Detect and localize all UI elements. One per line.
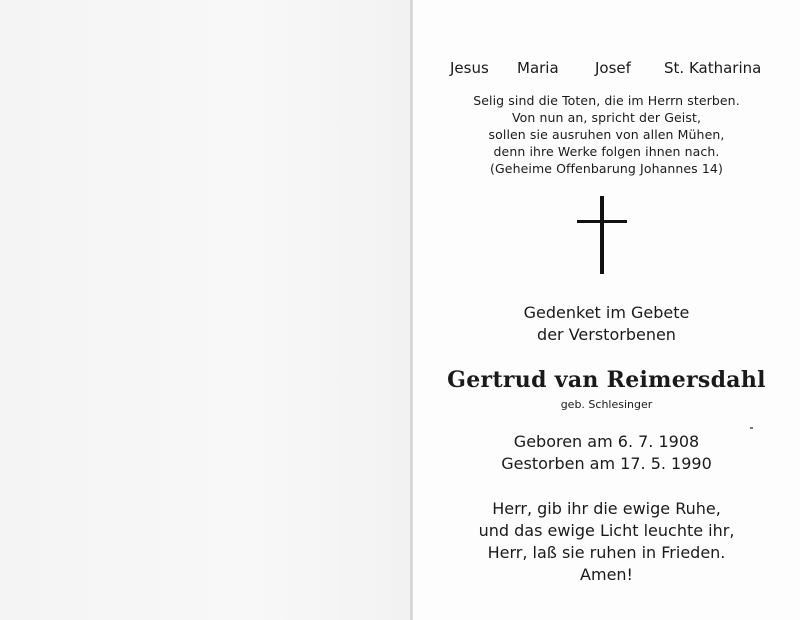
death-date: Gestorben am 17. 5. 1990	[501, 454, 712, 473]
remembrance-line: der Verstorbenen	[537, 325, 676, 344]
scan-speck	[750, 427, 753, 429]
verse-line: Selig sind die Toten, die im Herrn sterben.	[473, 93, 740, 108]
birth-date: Geboren am 6. 7. 1908	[513, 432, 700, 451]
verse-citation: (Geheime Offenbarung Johannes 14)	[490, 161, 723, 176]
header-name-maria: Maria	[517, 59, 559, 77]
verse-line: denn ihre Werke folgen ihnen nach.	[493, 144, 720, 159]
verse-line: sollen sie ausruhen von allen Mühen,	[488, 127, 725, 142]
cross-icon	[577, 196, 627, 276]
maiden-name: geb. Schlesinger	[560, 398, 653, 411]
prayer-line: Herr, laß sie ruhen in Frieden.	[487, 543, 726, 562]
header-name-katharina: St. Katharina	[664, 59, 762, 77]
verse-line: Von nun an, spricht der Geist,	[511, 110, 702, 125]
life-dates	[413, 431, 800, 475]
header-name-josef: Josef	[595, 59, 631, 77]
remembrance-text	[413, 302, 800, 346]
prayer-line: Herr, gib ihr die ewige Ruhe,	[492, 499, 721, 518]
deceased-name: Gertrud van Reimersdahl	[447, 367, 766, 393]
prayer-amen: Amen!	[580, 565, 633, 584]
bible-verse	[413, 92, 800, 177]
memorial-card-page	[413, 0, 800, 620]
prayer-line: und das ewige Licht leuchte ihr,	[478, 521, 735, 540]
header-name-jesus: Jesus	[450, 59, 489, 77]
closing-prayer	[413, 498, 800, 586]
remembrance-line: Gedenket im Gebete	[523, 303, 690, 322]
